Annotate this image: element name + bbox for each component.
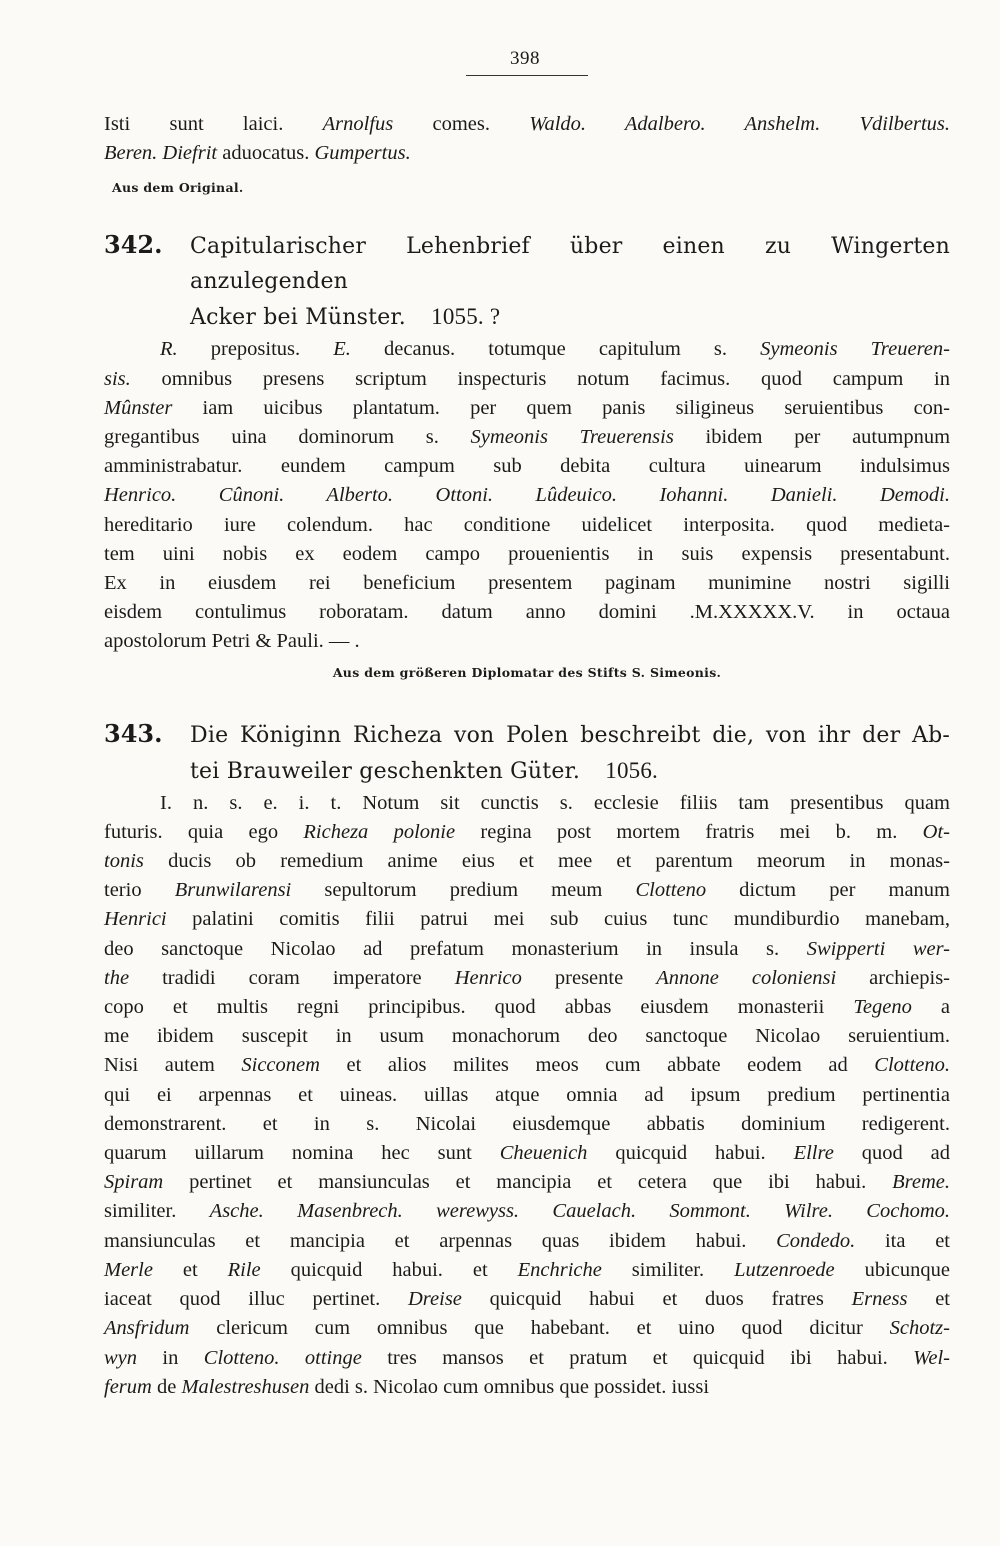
text-line: Isti sunt laici. Arnolfus comes. Waldo. Adalbero. Anshelm. Vdilbertus. — [104, 113, 950, 135]
text-line: apostolorum Petri & Pauli. — . — [104, 630, 360, 653]
document-343-text — [104, 789, 950, 1402]
witness-list-paragraph — [104, 110, 950, 168]
document-343-title-line-2: tei Brauweiler geschenkten Güter. — [190, 758, 581, 784]
text-line: the tradidi coram imperatore Henrico presente Annone coloniensi archiepis- — [104, 966, 951, 989]
text-line: quarum uillarum nomina hec sunt Cheuenich quicquid habui. Ellre quod ad — [104, 1142, 950, 1165]
text-line: Ex in eiusdem rei beneficium presentem paginam munimine nostri sigilli — [104, 572, 950, 595]
text-line: terio Brunwilarensi sepultorum predium meum Clotteno dictum per manum — [104, 879, 950, 902]
text-line: Henrico. Cûnoni. Alberto. Ottoni. Lûdeuico. Iohanni. Danieli. Demodi. — [104, 484, 950, 507]
text-line: R. prepositus. E. decanus. totumque capitulum s. Symeonis Treueren- — [160, 338, 950, 361]
page-number: 398 — [510, 48, 540, 69]
text-line: tem uini nobis ex eodem campo prouenientis in suis expensis presentabunt. — [104, 542, 950, 565]
document-342-title-line-2: Acker bei Münster. — [190, 305, 406, 331]
document-343-title-line-1: Die Königinn Richeza von Polen beschreibt die, von ihr der Ab- — [190, 722, 950, 748]
text-line: amministrabatur. eundem campum sub debita cultura uinearum indulsimus — [104, 455, 950, 478]
text-line: wyn in Clotteno. ottinge tres mansos et pratum et quicquid ibi habui. Wel- — [104, 1346, 950, 1369]
text-line: deo sanctoque Nicolao ad prefatum monasterium in insula s. Swipperti wer- — [104, 937, 950, 960]
text-line: Ansfridum clericum cum omnibus que habebant. et uino quod dicitur Schotz- — [104, 1317, 950, 1340]
text-line: hereditario iure colendum. hac conditione uidelicet interposita. quod medieta- — [104, 513, 950, 536]
text-line: futuris. quia ego Richeza polonie regina post mortem fratris mei b. m. Ot- — [104, 820, 950, 843]
text-line: iaceat quod illuc pertinet. Dreise quicquid habui et duos fratres Erness et — [104, 1288, 950, 1311]
text-line: tonis ducis ob remedium anime eius et mee et parentum meorum in monas- — [104, 850, 950, 873]
text-line: ferum de Malestreshusen dedi s. Nicolao cum omnibus que possidet. iussi — [104, 1375, 710, 1398]
document-342-title-line-1: Capitularischer Lehenbrief über einen zu Wingerten anzulegenden — [190, 234, 950, 295]
text-line: Henrici palatini comitis filii patrui mei sub cuius tunc mundiburdio manebam, — [104, 908, 950, 931]
text-line: gregantibus uina dominorum s. Symeonis Treuerensis ibidem per autumpnum — [104, 426, 951, 449]
text-line: Merle et Rile quicquid habui. et Enchriche similiter. Lutzenroede ubicunque — [104, 1258, 950, 1281]
page-content — [104, 110, 950, 1402]
text-line: mansiunculas et mancipia et arpennas quas ibidem habui. Condedo. ita et — [104, 1229, 950, 1252]
text-line: Mûnster iam uicibus plantatum. per quem panis siligineus seruientibus con- — [104, 396, 950, 419]
text-line: qui ei arpennas et uineas. uillas atque omnia ad ipsum predium pertinentia — [104, 1083, 950, 1106]
page-number-rule — [466, 75, 588, 76]
text-line: sis. omnibus presens scriptum inspecturis notum facimus. quod campum in — [104, 367, 950, 390]
text-line: Spiram pertinet et mansiunculas et mancipia et cetera que ibi habui. Breme. — [104, 1171, 950, 1194]
text-line: me ibidem suscepit in usum monachorum deo sanctoque Nicolao seruientium. — [104, 1025, 950, 1048]
text-line: eisdem contulimus roboratam. datum anno domini .M.XXXXX.V. in octaua — [104, 601, 950, 624]
text-line: copo et multis regni principibus. quod abbas eiusdem monasterii Tegeno a — [104, 996, 950, 1019]
source-note-original: Aus dem Original. — [112, 180, 244, 196]
document-343-heading — [104, 718, 950, 789]
document-343-date: 1056. — [605, 757, 658, 783]
document-342-text — [104, 335, 950, 656]
text-line: Nisi autem Sicconem et alios milites meos cum abbate eodem ad Clotteno. — [104, 1054, 950, 1077]
document-342-date: 1055. ? — [431, 304, 501, 330]
text-line: demonstrarent. et in s. Nicolai eiusdemque abbatis dominium redigerent. — [104, 1112, 950, 1135]
document-342-heading — [104, 229, 950, 335]
document-342-number: 342. — [104, 230, 163, 260]
text-line: Beren. Diefrit aduocatus. Gumpertus. — [104, 142, 411, 165]
text-line: similiter. Asche. Masenbrech. werewyss. Cauelach. Sommont. Wilre. Cochomo. — [104, 1200, 951, 1223]
source-note-diplomatar: Aus dem größeren Diplomatar des Stifts S. Simeonis. — [332, 664, 722, 680]
text-line: I. n. s. e. i. t. Notum sit cunctis s. ecclesie filiis tam presentibus quam — [160, 791, 950, 814]
document-343-number: 343. — [104, 718, 163, 748]
